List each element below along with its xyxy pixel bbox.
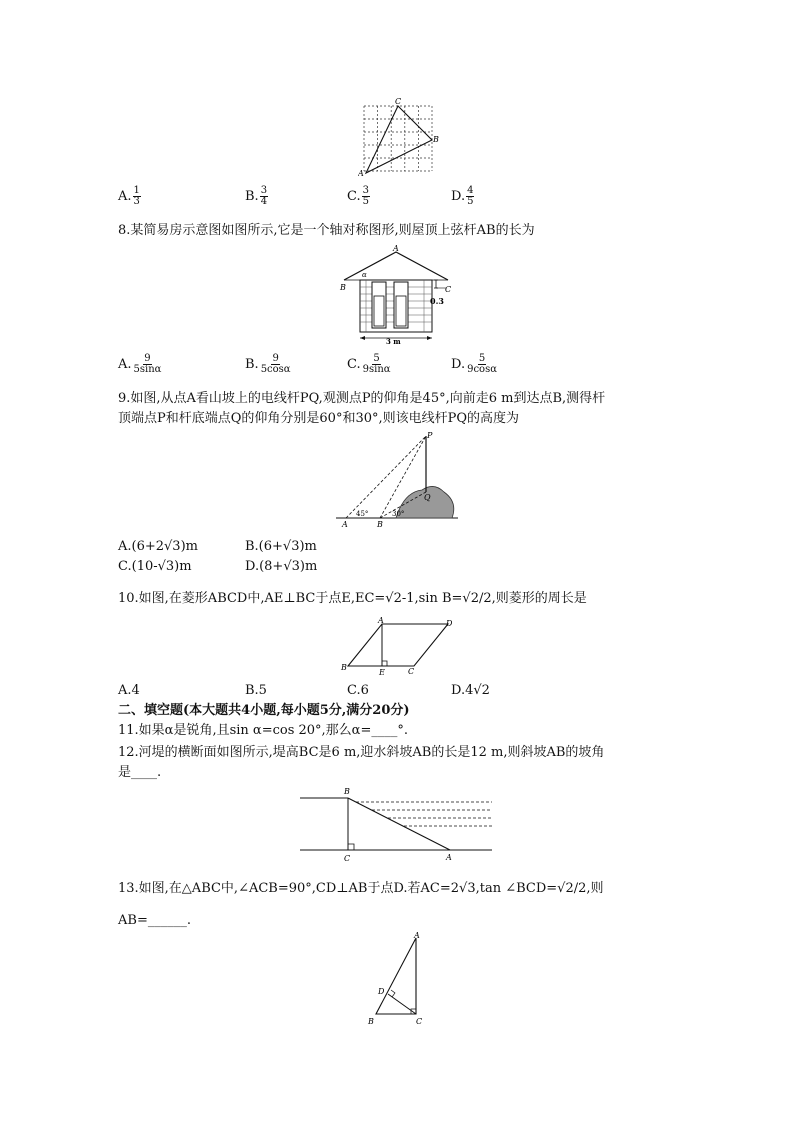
- q10-option-d: D.4√2: [451, 683, 490, 698]
- q13-label-c: C: [416, 1017, 423, 1026]
- q9-label-b: B: [377, 520, 383, 529]
- q12-line2: 是____.: [118, 765, 162, 780]
- q9-label-a: A: [342, 520, 348, 529]
- q10-rhombus-figure: [340, 616, 456, 676]
- q9-option-a: A.(6+2√3)m: [118, 539, 198, 554]
- q13-line1: 13.如图,在△ABC中,∠ACB=90°,CD⊥AB于点D.若AC=2√3,tan ∠BCD=√2/2,则: [118, 881, 604, 896]
- q13-label-b: B: [368, 1017, 374, 1026]
- q10-stem: 10.如图,在菱形ABCD中,AE⊥BC于点E,EC=√2-1,sin B=√2/2,则菱形的周长是: [118, 591, 587, 606]
- q8-option-d: D. $\frac{5}{9\cos\alpha}$: [451, 353, 497, 375]
- q8-option-a: A. $\frac{9}{5\sin\alpha}$: [118, 353, 162, 375]
- q10-label-d: D: [446, 619, 453, 628]
- q10-label-b: B: [341, 663, 347, 672]
- q9-pole-figure: [334, 430, 460, 530]
- q9-label-q: Q: [424, 493, 431, 502]
- q7-option-c: C. $\frac{3}{5}$: [347, 185, 369, 207]
- q9-option-d: D.(8+√3)m: [245, 559, 318, 574]
- q9-stem-line1: 9.如图,从点A看山坡上的电线杆PQ,观测点P的仰角是45°,向前走6 m到达点B,测得杆: [118, 391, 606, 406]
- q7-label-a: A: [358, 169, 364, 178]
- q13-label-a: A: [414, 932, 420, 940]
- q10-label-c: C: [408, 667, 415, 676]
- q9-label-p: P: [427, 431, 433, 440]
- q8-stem: 8.某简易房示意图如图所示,它是一个轴对称图形,则屋顶上弦杆AB的长为: [118, 223, 535, 238]
- q10-option-c: C.6: [347, 683, 369, 698]
- q10-option-a: A.4: [118, 683, 140, 698]
- q8-label-alpha: α: [362, 271, 367, 279]
- q8-label-b: B: [340, 283, 346, 292]
- q13-label-d: D: [378, 987, 385, 996]
- q9-angle-30: 30°: [392, 510, 405, 518]
- q8-option-c: C. $\frac{5}{9\sin\alpha}$: [347, 353, 391, 375]
- q8-label-3m: 3 m: [386, 337, 401, 346]
- q12-line1: 12.河堤的横断面如图所示,堤高BC是6 m,迎水斜坡AB的长是12 m,则斜坡AB的坡角: [118, 745, 605, 760]
- q9-angle-45: 45°: [356, 510, 369, 518]
- q8-label-c: C: [445, 285, 452, 294]
- q12-label-b: B: [344, 787, 350, 796]
- q7-option-b: B. $\frac{3}{4}$: [245, 185, 268, 207]
- q7-grid-figure: [358, 96, 442, 178]
- q7-label-c: C: [395, 97, 402, 106]
- q7-label-b: B: [433, 135, 439, 144]
- q8-option-b: B. $\frac{9}{5\cos\alpha}$: [245, 353, 291, 375]
- q10-label-e: E: [379, 668, 385, 676]
- section-2-heading: 二、填空题(本大题共4小题,每小题5分,满分20分): [118, 703, 410, 718]
- q13-line2: AB=______.: [118, 913, 191, 928]
- q8-house-figure: [338, 244, 458, 346]
- q7-option-d: D. $\frac{4}{5}$: [451, 185, 474, 207]
- q10-option-b: B.5: [245, 683, 267, 698]
- q9-option-b: B.(6+√3)m: [245, 539, 317, 554]
- q8-label-03: 0.3: [430, 296, 444, 306]
- q12-label-a: A: [446, 853, 452, 862]
- q9-stem-line2: 顶端点P和杆底端点Q的仰角分别是60°和30°,则该电线杆PQ的高度为: [118, 411, 520, 426]
- q13-triangle-figure: [364, 932, 434, 1028]
- q11-text: 11.如果α是锐角,且sin α=cos 20°,那么α=____°.: [118, 723, 408, 738]
- q12-label-c: C: [344, 854, 351, 863]
- q8-label-a: A: [393, 244, 399, 253]
- q10-label-a: A: [378, 616, 384, 625]
- q7-option-a: A. $\frac{1}{3}$: [118, 185, 140, 207]
- q9-option-c: C.(10-√3)m: [118, 559, 192, 574]
- q12-embankment-figure: [296, 784, 496, 864]
